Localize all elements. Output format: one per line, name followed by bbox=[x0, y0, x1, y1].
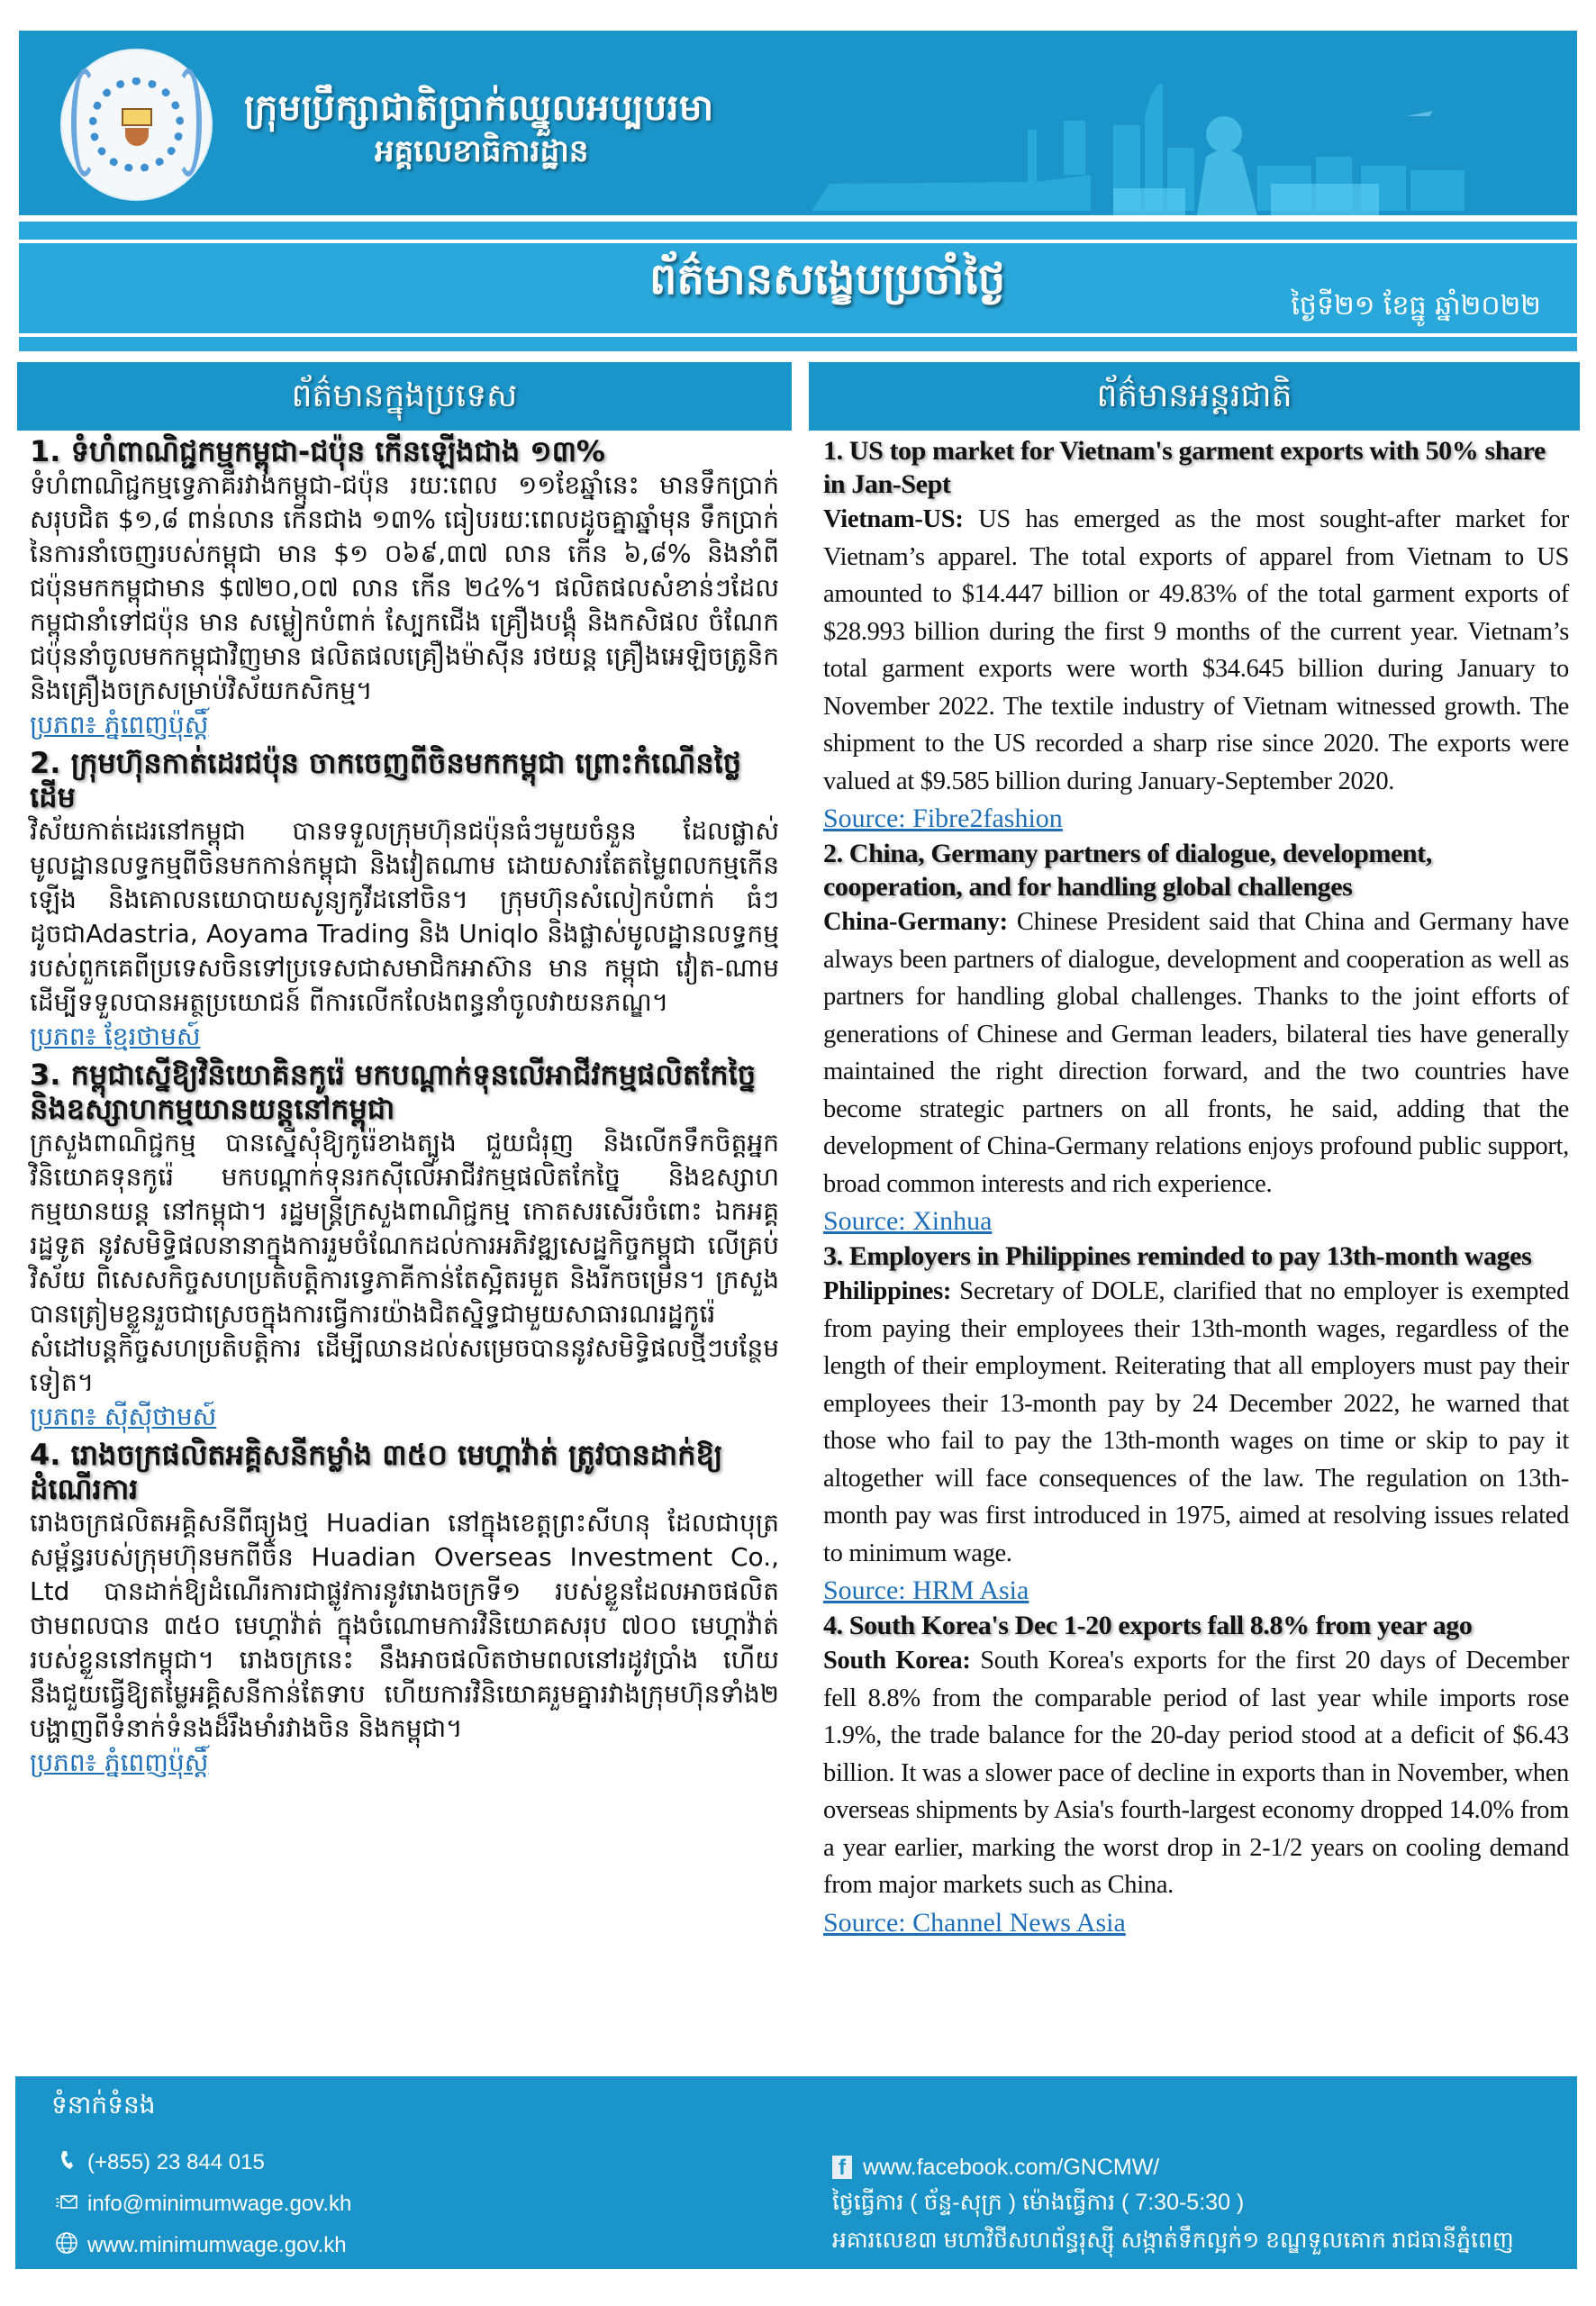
title-band-top-stripe bbox=[19, 222, 1577, 240]
domestic-article bbox=[30, 1438, 779, 1780]
ministry-emblem-logo bbox=[62, 50, 211, 199]
international-news-heading: ព័ត៌មានអន្តរជាតិ bbox=[809, 362, 1580, 431]
office-address: អគារលេខ៣ មហាវិថីសហព័ន្ធរុស្ស៊ី សង្កាត់ទឹកល្អក់១ ខណ្ឌទួលគោក រាជធានីភ្នំពេញ bbox=[832, 2228, 1514, 2253]
article-title: 4. រោងចក្រផលិតអគ្គិសនីកម្លាំង ៣៥០ មេហ្គាវ៉ាត់ ត្រូវបានដាក់ឱ្យដំណើរការ bbox=[30, 1438, 723, 1506]
article-body bbox=[823, 1273, 1569, 1572]
article-body: វិស័យកាត់ដេរនៅកម្ពុជា បានទទួលក្រុមហ៊ុនជប៉ុនធំៗមួយចំនួន ដែលផ្លាស់មូលដ្ឋានលទ្ធកម្មពីចិនមកកាន់កម្ពុជា និងវៀតណាម ដោយសារតែតម្លៃពលកម្មកើនឡើង និងគោលនយោបាយសូន្យកូវីដនៅចិន។ ក្រុមហ៊ុនសំលៀកបំពាក់ ធំៗ ដូចជាAdastria, Aoyama Trading និង Uniqlo និងផ្លាស់មូលដ្ឋានលទ្ធកម្មរបស់ពួកគេពីប្រទេសចិនទៅប្រទេសជាសមាជិកអាស៊ាន មាន កម្ពុជា វៀត-ណាម ដើម្បីទទួលបានអត្ថប្រយោជន៍ ពីការលើកលែងពន្ធនាំចូលវាយនភណ្ឌ។ bbox=[30, 816, 779, 1017]
international-news-column bbox=[809, 362, 1580, 1941]
port-skyline-illustration bbox=[766, 31, 1577, 215]
article-text: Chinese President said that China and Germany have always been partners of dialogue, development and cooperation as well as partners for handling global challenges. Thanks to the joint efforts of generations of Chinese and German leaders, bilateral ties have generally maintained the right direction forward, and the two countries have become strategic partners on all fronts, he said, adding that the development of China-Germany relations enjoys profound public support, broad common interests and rich experience. bbox=[823, 908, 1569, 1198]
article-title: 2. ក្រុមហ៊ុនកាត់ដេរជប៉ុន ចាកចេញពីចិនមកកម្ពុជា ព្រោះកំណើនថ្លៃដើម bbox=[30, 746, 742, 814]
book-icon bbox=[122, 108, 152, 126]
article-lead: Vietnam-US: bbox=[823, 505, 964, 533]
email-link[interactable]: info@minimumwage.gov.kh bbox=[87, 2192, 352, 2216]
article-body bbox=[823, 501, 1569, 800]
article-source-link[interactable]: Source: Fibre2fashion bbox=[823, 803, 1063, 833]
article-source-link[interactable]: ប្រភព៖ ខ្មែរថាមស៍ bbox=[30, 1021, 201, 1051]
article-source-link[interactable]: ប្រភព៖ ស៊ីស៊ីថាមស៍ bbox=[30, 1402, 217, 1431]
international-article bbox=[823, 434, 1569, 837]
article-body: ក្រសួងពាណិជ្ជកម្ម បានស្នើសុំឱ្យកូរ៉េខាងត្បូង ជួយជំរុញ និងលើកទឹកចិត្តអ្នកវិនិយោគទុនកូរ៉េ មកបណ្ដាក់ទុនរកស៊ីលើអាជីវកម្មផលិតកែច្នៃ និងឧស្សាហកម្មយានយន្ត នៅកម្ពុជា។ រដ្ឋមន្ត្រីក្រសួងពាណិជ្ជកម្ម កោតសរសើរចំពោះ ឯកអគ្គរដ្ឋទូត នូវសមិទ្ធិផលនានាក្នុងការរួមចំណែកដល់ការអភិវឌ្ឍសេដ្ឋកិច្ចកម្ពុជា លើគ្រប់វិស័យ ពិសេសកិច្ចសហប្រតិបត្តិការទ្វេភាគីកាន់តែស្អិតរមួត និងរីកចម្រើន។ ក្រសួង បានត្រៀមខ្លួនរួចជាស្រេចក្នុងការធ្វើការយ៉ាងជិតស្និទ្ធជាមួយសាធារណរដ្ឋកូរ៉េ សំដៅបន្តកិច្ចសហប្រតិបត្តិការ ដើម្បីឈានដល់សម្រេចបាននូវសមិទ្ធិផលថ្មីៗបន្ថែមទៀត។ bbox=[30, 1128, 779, 1397]
article-title: 4. South Korea's Dec 1-20 exports fall 8.8% from year ago bbox=[823, 1611, 1473, 1640]
article-title: 1. US top market for Vietnam's garment exports with 50% share in Jan-Sept bbox=[823, 436, 1546, 499]
article-title: 3. កម្ពុជាស្នើឱ្យវិនិយោគិនកូរ៉េ មកបណ្ដាក់ទុនលើអាជីវកម្មផលិតកែច្នៃនិងឧស្សាហកម្មយានយន្តនៅកម្ពុជា bbox=[30, 1058, 757, 1126]
office-hours: ថ្ងៃធ្វើការ ( ច័ន្ទ-សុក្រ ) ម៉ោងធ្វើការ ( 7:30-5:30 ) bbox=[832, 2190, 1245, 2215]
article-lead: China-Germany: bbox=[823, 908, 1008, 936]
facebook-icon: f bbox=[832, 2156, 852, 2179]
globe-icon bbox=[51, 2231, 82, 2261]
article-source-link[interactable]: Source: Xinhua bbox=[823, 1206, 993, 1236]
page-title: ព័ត៌មានសង្ខេបប្រចាំថ្ងៃ bbox=[649, 254, 1006, 304]
facebook-link[interactable]: www.facebook.com/GNCMW/ bbox=[863, 2154, 1160, 2180]
article-text: Secretary of DOLE, clarified that no employer is exempted from paying their employees their 13th-month wages, regardless of the length of their employment. Reiterating that all employers must pay their employees their 13-month pay by 24 December 2022, he warned that those who fail to pay the 13th-month wages on time or skip to pay it altogether will face consequences of the law. The regulation on 13th-month pay was first introduced in 1975, aimed at resolving issues related to minimum wage. bbox=[823, 1277, 1569, 1567]
email-row bbox=[51, 2183, 351, 2225]
domestic-news-heading: ព័ត៌មានក្នុងប្រទេស bbox=[17, 362, 792, 431]
domestic-article bbox=[30, 746, 779, 1054]
title-band bbox=[19, 243, 1577, 333]
header-banner bbox=[19, 31, 1577, 215]
article-body: ទំហំពាណិជ្ជកម្មទ្វេភាគីរវាងកម្ពុជា-ជប៉ុន រយៈពេល ១១ខែឆ្នាំនេះ មានទឹកប្រាក់សរុបជិត $១,៨ ពាន់លាន កើនជាង ១៣% ធៀបរយៈពេលដូចគ្នាឆ្នាំមុន ទឹកប្រាក់នៃការនាំចេញរបស់កម្ពុជា មាន $១ ០៦៩,៣៧ លាន កើន ៦,៨% និងនាំពីជប៉ុនមកកម្ពុជាមាន $៧២០,០៧ លាន កើន ២៤%។ ផលិតផលសំខាន់ៗដែលកម្ពុជានាំទៅជប៉ុន មាន សម្លៀកបំពាក់ ស្បែកជើង គ្រឿងបង្គុំ និងកសិផល ចំណែកជប៉ុននាំចូលមកកម្ពុជាវិញមាន ផលិតផលគ្រឿងម៉ាស៊ីន រថយន្ត គ្រឿងអេឡិចត្រូនិក និងគ្រឿងចក្រសម្រាប់វិស័យកសិកម្ម។ bbox=[30, 470, 779, 705]
international-article bbox=[823, 1609, 1569, 1941]
international-article bbox=[823, 1239, 1569, 1609]
article-title: 2. China, Germany partners of dialogue, development, cooperation, and for handling global challenges bbox=[823, 839, 1432, 902]
article-body bbox=[823, 903, 1569, 1203]
article-lead: Philippines: bbox=[823, 1277, 952, 1305]
email-icon bbox=[51, 2192, 82, 2217]
article-title: 3. Employers in Philippines reminded to pay 13th-month wages bbox=[823, 1241, 1532, 1271]
phone-row bbox=[51, 2142, 351, 2183]
phone-number: (+855) 23 844 015 bbox=[87, 2150, 265, 2174]
organization-subtitle: អគ្គលេខាធិការដ្ឋាន bbox=[375, 133, 589, 169]
article-body: រោងចក្រផលិតអគ្គិសនីពីធ្យូងថ្ម Huadian នៅក្នុងខេត្តព្រះសីហនុ ដែលជាបុត្រសម្ព័ន្ធរបស់ក្រុមហ៊ុនមកពីចិន Huadian Overseas Investment Co., Ltd បានដាក់ឱ្យដំណើរការជាផ្លូវការនូវរោងចក្រទី១ របស់ខ្លួនដែលអាចផលិតថាមពលបាន ៣៥០ មេហ្គាវ៉ាត់ ក្នុងចំណោមការវិនិយោគសរុប ៧០០ មេហ្គាវ៉ាត់របស់ខ្លួននៅកម្ពុជា។ រោងចក្រនេះ នឹងអាចផលិតថាមពលនៅរដូវប្រាំង ហើយនឹងជួយធ្វើឱ្យតម្លៃអគ្គិសនីកាន់តែទាប ហើយការវិនិយោគរួមគ្នារវាងក្រុមហ៊ុនទាំង២ បង្ហាញពីទំនាក់ទំនងដ៏រឹងមាំរវាងចិន និងកម្ពុជា។ bbox=[30, 1508, 779, 1743]
article-source-link[interactable]: Source: Channel News Asia bbox=[823, 1907, 1126, 1938]
title-band-bottom-stripe bbox=[19, 337, 1577, 351]
contact-heading: ទំនាក់ទំនង bbox=[51, 2091, 156, 2119]
article-source-link[interactable]: Source: HRM Asia bbox=[823, 1575, 1029, 1605]
article-text: US has emerged as the most sought-after market for Vietnam’s apparel. The total exports of apparel from Vietnam to US amounted to $14.447 billion or 49.83% of the total garment exports of $28.993 billion during the first 9 months of the current year. Vietnam’s total garment exports were worth $34.645 billion during January to November 2022. The textile industry of Vietnam witnessed growth. The shipment to the US recorded a sharp rise since 2020. The exports were valued at $9.585 billion during January-September 2020. bbox=[823, 505, 1570, 795]
article-source-link[interactable]: ប្រភព៖ ភ្នំពេញប៉ុស្តិ៍ bbox=[30, 710, 209, 740]
organization-name: ក្រុមប្រឹក្សាជាតិប្រាក់ឈ្នួលអប្បបរមា bbox=[244, 87, 714, 129]
contact-footer bbox=[15, 2076, 1577, 2269]
website-row bbox=[51, 2225, 351, 2266]
website-link[interactable]: www.minimumwage.gov.kh bbox=[87, 2233, 347, 2257]
domestic-news-column bbox=[17, 362, 792, 1780]
phone-icon bbox=[51, 2150, 82, 2176]
article-body bbox=[823, 1642, 1569, 1904]
article-title: 1. ទំហំពាណិជ្ជកម្មកម្ពុជា-ជប៉ុន កើនឡើងជាង ១៣% bbox=[30, 434, 605, 468]
domestic-article bbox=[30, 1058, 779, 1434]
publication-date: ថ្ងៃទី២១ ខែធ្នូ ឆ្នាំ២០២២ bbox=[1291, 290, 1541, 322]
facebook-row bbox=[832, 2148, 1514, 2186]
article-text: South Korea's exports for the first 20 days of December fell 8.8% from the comparable period of last year while imports rose 1.9%, the trade balance for the 20-day period stood at a deficit of $6.43 billion. It was a slower pace of decline in exports than in November, when overseas shipments by Asia's fourth-largest economy dropped 14.0% from a year earlier, marking the worst drop in 2-1/2 years on cooling demand from major markets such as China. bbox=[823, 1647, 1570, 1899]
article-lead: South Korea: bbox=[823, 1647, 971, 1675]
domestic-article bbox=[30, 434, 779, 742]
article-source-link[interactable]: ប្រភព៖ ភ្នំពេញប៉ុស្តិ៍ bbox=[30, 1748, 209, 1777]
international-article bbox=[823, 837, 1569, 1239]
